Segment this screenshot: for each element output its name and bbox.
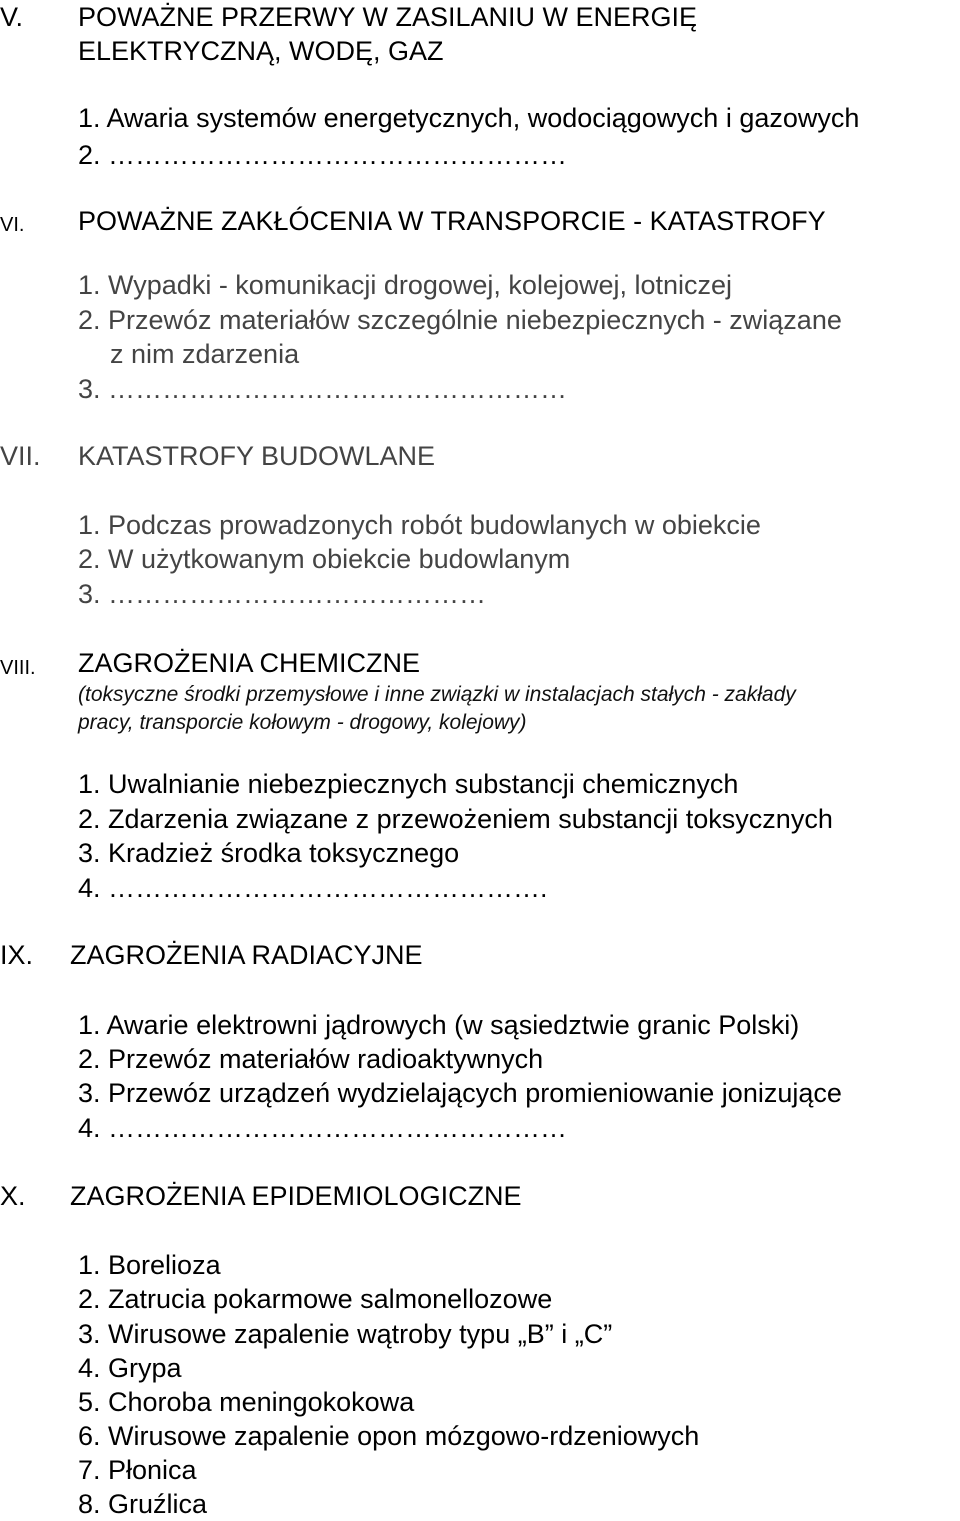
list-item-placeholder: 3. …………………………………… xyxy=(78,579,487,609)
list-item-placeholder: 2. …………………………………………… xyxy=(78,140,568,170)
section-numeral: VI. xyxy=(0,214,25,236)
list-item: 6. Wirusowe zapalenie opon mózgowo-rdzeniowych xyxy=(78,1421,700,1451)
list-item: 1. Podczas prowadzonych robót budowlanych w obiekcie xyxy=(78,510,761,540)
section-heading: POWAŻNE ZAKŁÓCENIA W TRANSPORCIE - KATASTROFY xyxy=(78,206,826,236)
section-note: pracy, transporcie kołowym - drogowy, kolejowy) xyxy=(78,711,527,734)
list-item-placeholder: 3. …………………………………………… xyxy=(78,374,568,404)
section-numeral: IX. xyxy=(0,940,34,970)
list-item: 2. Zatrucia pokarmowe salmonellozowe xyxy=(78,1284,553,1314)
list-item: 3. Przewóz urządzeń wydzielających promieniowanie jonizujące xyxy=(78,1078,842,1108)
section-heading: ZAGROŻENIA CHEMICZNE xyxy=(78,648,421,678)
list-item: 3. Kradzież środka toksycznego xyxy=(78,838,460,868)
list-item-continuation: z nim zdarzenia xyxy=(110,339,300,369)
list-item: 1. Wypadki - komunikacji drogowej, kolejowej, lotniczej xyxy=(78,270,733,300)
section-note: (toksyczne środki przemysłowe i inne związki w instalacjach stałych - zakłady xyxy=(78,683,796,706)
list-item: 1. Uwalnianie niebezpiecznych substancji chemicznych xyxy=(78,769,739,799)
section-heading: ZAGROŻENIA EPIDEMIOLOGICZNE xyxy=(70,1181,522,1211)
list-item: 8. Gruźlica xyxy=(78,1489,208,1519)
list-item: 4. Grypa xyxy=(78,1353,182,1383)
section-numeral: V. xyxy=(0,2,24,32)
list-item: 2. Przewóz materiałów radioaktywnych xyxy=(78,1044,544,1074)
section-heading: ZAGROŻENIA RADIACYJNE xyxy=(70,940,423,970)
section-numeral: VII. xyxy=(0,441,41,471)
list-item: 5. Choroba meningokokowa xyxy=(78,1387,415,1417)
section-heading: POWAŻNE PRZERWY W ZASILANIU W ENERGIĘ xyxy=(78,2,698,32)
section-heading: KATASTROFY BUDOWLANE xyxy=(78,441,436,471)
list-item: 1. Borelioza xyxy=(78,1250,221,1280)
section-numeral: X. xyxy=(0,1181,26,1211)
list-item-placeholder: 4. …………………………………………. xyxy=(78,873,548,903)
list-item: 1. Awaria systemów energetycznych, wodociągowych i gazowych xyxy=(78,103,860,133)
list-item: 2. Zdarzenia związane z przewożeniem substancji toksycznych xyxy=(78,804,833,834)
list-item: 2. Przewóz materiałów szczególnie niebezpiecznych - związane xyxy=(78,305,842,335)
list-item-placeholder: 4. …………………………………………… xyxy=(78,1113,568,1143)
list-item: 2. W użytkowanym obiekcie budowlanym xyxy=(78,544,571,574)
list-item: 7. Płonica xyxy=(78,1455,197,1485)
list-item: 1. Awarie elektrowni jądrowych (w sąsiedztwie granic Polski) xyxy=(78,1010,800,1040)
section-numeral: VIII. xyxy=(0,657,36,679)
list-item: 3. Wirusowe zapalenie wątroby typu „B” i „C” xyxy=(78,1319,613,1349)
section-heading: ELEKTRYCZNĄ, WODĘ, GAZ xyxy=(78,36,444,66)
